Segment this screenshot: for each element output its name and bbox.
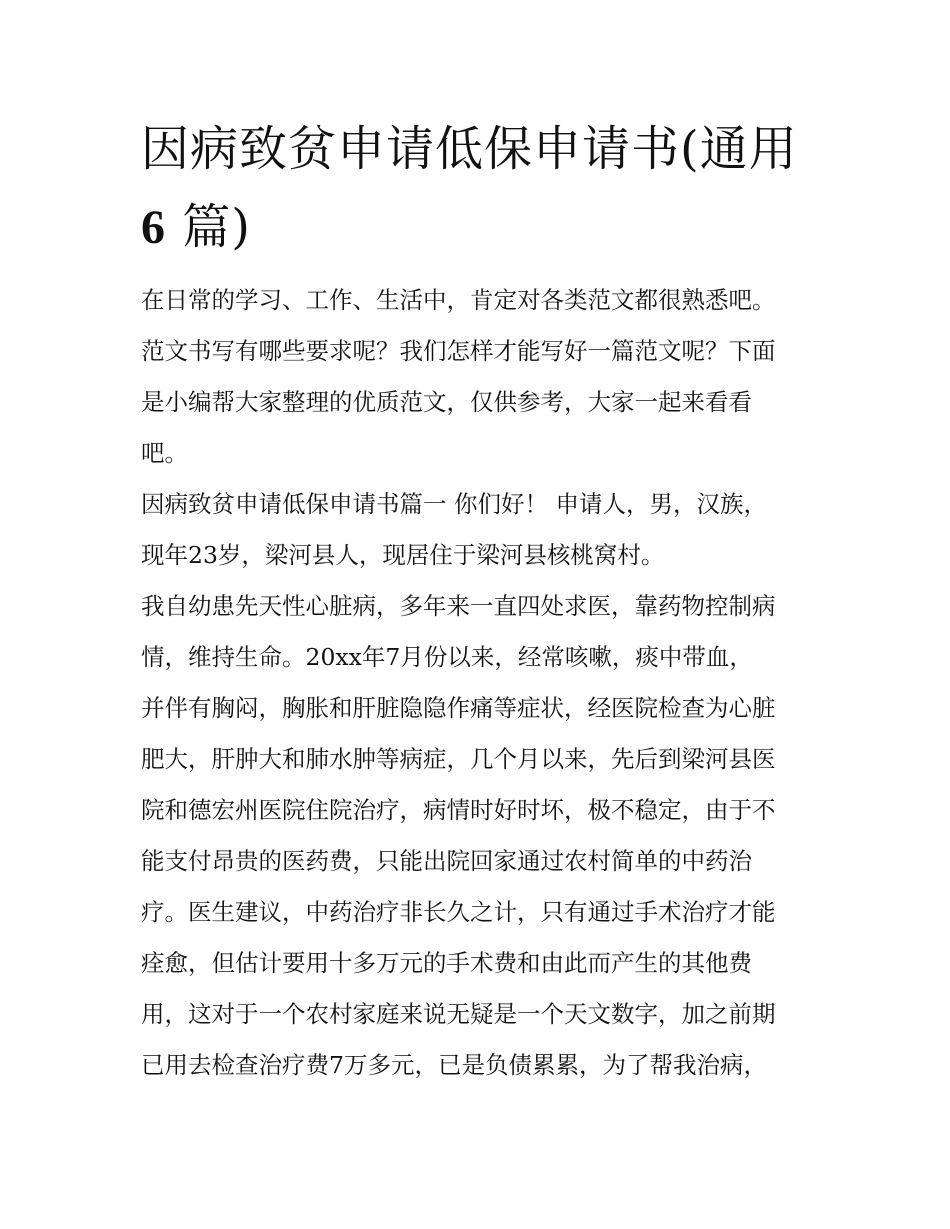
body-line: 用，这对于一个农村家庭来说无疑是一个天文数字，加之前期 <box>141 1000 776 1028</box>
title-number: 6 <box>141 201 166 254</box>
body-line: 我自幼患先天性心脏病，多年来一直四处求医，靠药物控制病 <box>141 592 776 620</box>
body-line: 因病致贫申请低保申请书篇一 你们好！ 申请人，男，汉族， <box>141 490 767 518</box>
title-suffix: 篇) <box>182 199 251 255</box>
body-line: 现年23岁，梁河县人，现居住于梁河县核桃窝村。 <box>141 541 665 569</box>
body-line: 痊愈，但估计要用十多万元的手术费和由此而产生的其他费 <box>141 949 752 977</box>
body-line: 是小编帮大家整理的优质范文，仅供参考，大家一起来看看 <box>141 388 752 416</box>
body-line: 院和德宏州医院住院治疗，病情时好时坏，极不稳定，由于不 <box>141 796 776 824</box>
body-line: 吧。 <box>141 439 188 467</box>
body-line: 并伴有胸闷，胸胀和肝脏隐隐作痛等症状，经医院检查为心脏 <box>141 694 776 722</box>
document-title-line-1: 因病致贫申请低保申请书(通用 <box>141 121 798 177</box>
body-line: 能支付昂贵的医药费，只能出院回家通过农村简单的中药治 <box>141 847 752 875</box>
body-line: 肥大，肝肿大和肺水肿等病症，几个月以来，先后到梁河县医 <box>141 745 776 773</box>
document-title-line-2 <box>141 199 821 255</box>
body-line: 疗。医生建议，中药治疗非长久之计，只有通过手术治疗才能 <box>141 898 776 926</box>
body-line: 已用去检查治疗费7万多元，已是负债累累，为了帮我治病， <box>141 1051 767 1079</box>
body-line: 在日常的学习、工作、生活中，肯定对各类范文都很熟悉吧。 <box>141 286 776 314</box>
body-line: 情，维持生命。20xx年7月份以来，经常咳嗽，痰中带血， <box>141 643 753 671</box>
body-line: 范文书写有哪些要求呢？我们怎样才能写好一篇范文呢？下面 <box>141 337 776 365</box>
